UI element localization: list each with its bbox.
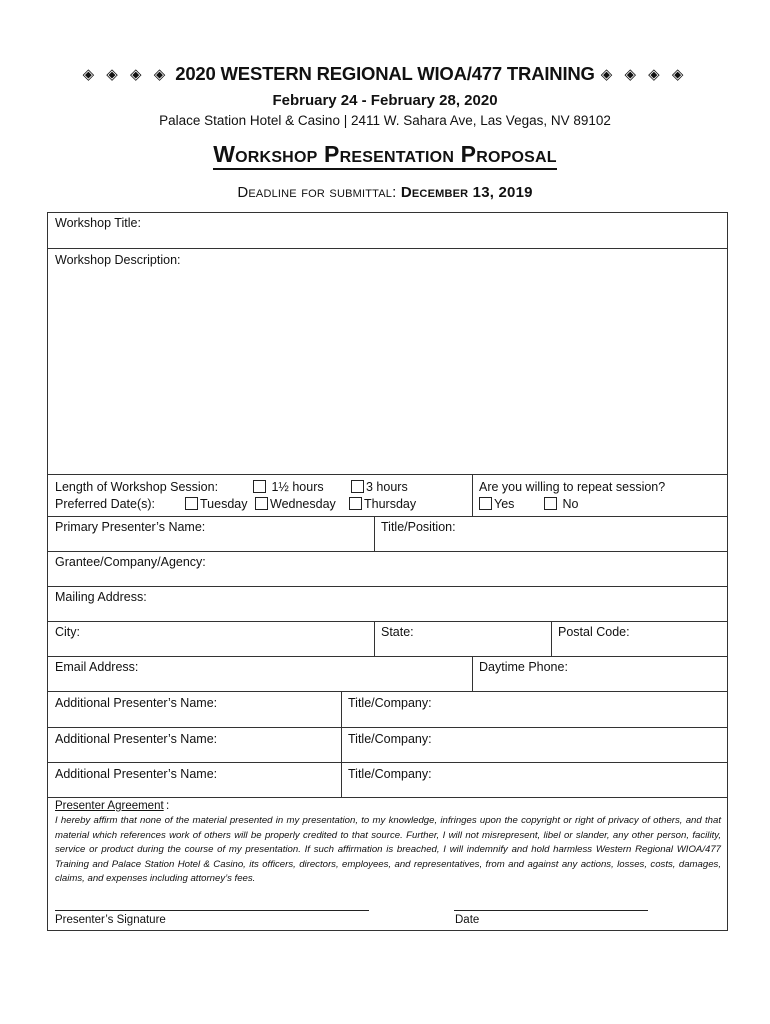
event-dates: February 24 - February 28, 2020 — [272, 92, 498, 109]
presenter-agreement — [48, 798, 727, 930]
workshop-description-field[interactable] — [48, 249, 727, 475]
event-title-text: 2020 WESTERN REGIONAL WIOA/477 TRAINING — [175, 63, 595, 84]
length-option-3-hours[interactable]: 3 hours — [351, 480, 408, 494]
title-position-field[interactable] — [375, 517, 727, 551]
primary-presenter-field[interactable] — [48, 517, 374, 551]
length-option-1-5-hours[interactable]: 1½ hours — [253, 480, 324, 494]
additional-presenter-label: Additional Presenter’s Name: — [55, 767, 218, 781]
state-label: State: — [381, 625, 414, 639]
session-options-row — [48, 475, 727, 517]
additional-presenter-name-field[interactable] — [48, 728, 341, 762]
checkbox[interactable] — [255, 497, 268, 510]
checkbox[interactable] — [479, 497, 492, 510]
additional-presenter-label: Additional Presenter’s Name: — [55, 696, 218, 710]
state-field[interactable] — [375, 622, 551, 656]
additional-presenter-row — [48, 728, 727, 763]
primary-presenter-row — [48, 517, 727, 552]
additional-presenter-row — [48, 763, 727, 798]
agreement-text: I hereby affirm that none of the material presented in my presentation, to my knowledge, infringes upon the copyright or right of privacy of others, and that material which references work of others will be properly credited to that source. Further, I will not misrepresent, libel or slander, any other person, facility, service or product during the course of my presentation. If such affirmation is breached, I will indemnify and hold harmless Western Regional WIOA/477 Training and Palace Station Hotel & Casino, its officers, directors, employees, and representatives, from and against any actions, losses, costs, damages, claims, and expenses including attorney’s fees. — [55, 815, 721, 884]
proposal-form — [47, 212, 728, 931]
email-field[interactable] — [48, 657, 472, 691]
checkbox[interactable] — [544, 497, 557, 510]
workshop-description-label: Workshop Description: — [55, 253, 181, 267]
additional-presenter-title-field[interactable] — [342, 763, 727, 797]
email-label: Email Address: — [55, 660, 139, 674]
checkbox[interactable] — [349, 497, 362, 510]
date-option-wednesday[interactable]: Wednesday — [255, 497, 336, 511]
repeat-option-no[interactable]: No — [544, 497, 578, 511]
event-venue: Palace Station Hotel & Casino | 2411 W. Sahara Ave, Las Vegas, NV 89102 — [159, 113, 611, 128]
date-option-thursday[interactable]: Thursday — [349, 497, 416, 511]
diamond-ornament-left-icon: ◈ ◈ ◈ ◈ — [82, 66, 170, 83]
postal-code-label: Postal Code: — [558, 625, 630, 639]
mailing-address-label: Mailing Address: — [55, 590, 147, 604]
mailing-address-field[interactable] — [48, 587, 727, 622]
checkbox[interactable] — [351, 480, 364, 493]
additional-presenter-title-field[interactable] — [342, 728, 727, 762]
deadline-date: December 13, 2019 — [400, 184, 533, 201]
date-option-tuesday[interactable]: Tuesday — [185, 497, 247, 511]
email-phone-row — [48, 657, 727, 692]
grantee-field[interactable] — [48, 552, 727, 587]
checkbox[interactable] — [185, 497, 198, 510]
grantee-label: Grantee/Company/Agency: — [55, 555, 206, 569]
deadline — [0, 184, 770, 201]
agreement-heading: Presenter Agreement — [55, 800, 164, 812]
additional-presenter-row — [48, 692, 727, 728]
city-state-postal-row — [48, 622, 727, 657]
agreement-heading-colon: : — [166, 800, 170, 812]
additional-presenter-label: Additional Presenter’s Name: — [55, 732, 218, 746]
checkbox[interactable] — [253, 480, 266, 493]
title-company-label: Title/Company: — [348, 696, 432, 710]
title-company-label: Title/Company: — [348, 732, 432, 746]
city-field[interactable] — [48, 622, 374, 656]
form-title-text: Workshop Presentation Proposal — [213, 141, 556, 170]
repeat-question: Are you willing to repeat session? — [479, 480, 666, 494]
signature-label: Presenter’s Signature — [55, 914, 166, 926]
city-label: City: — [55, 625, 80, 639]
postal-code-field[interactable] — [552, 622, 727, 656]
additional-presenter-title-field[interactable] — [342, 692, 727, 727]
event-title — [0, 63, 770, 85]
additional-presenter-name-field[interactable] — [48, 763, 341, 797]
title-position-label: Title/Position: — [381, 520, 456, 534]
workshop-title-label: Workshop Title: — [55, 216, 141, 230]
daytime-phone-field[interactable] — [473, 657, 727, 691]
workshop-title-field[interactable] — [48, 213, 727, 249]
title-company-label: Title/Company: — [348, 767, 432, 781]
additional-presenter-name-field[interactable] — [48, 692, 341, 727]
preferred-dates-label: Preferred Date(s): — [55, 497, 156, 511]
form-title — [0, 141, 770, 168]
length-label: Length of Workshop Session: — [55, 480, 219, 494]
daytime-phone-label: Daytime Phone: — [479, 660, 568, 674]
deadline-label: Deadline for submittal: — [237, 184, 397, 201]
divider — [472, 475, 473, 516]
signature-line[interactable] — [55, 910, 369, 911]
repeat-option-yes[interactable]: Yes — [479, 497, 514, 511]
date-line[interactable] — [454, 910, 648, 911]
diamond-ornament-right-icon: ◈ ◈ ◈ ◈ — [600, 66, 688, 83]
date-label: Date — [455, 914, 480, 926]
primary-presenter-label: Primary Presenter’s Name: — [55, 520, 206, 534]
